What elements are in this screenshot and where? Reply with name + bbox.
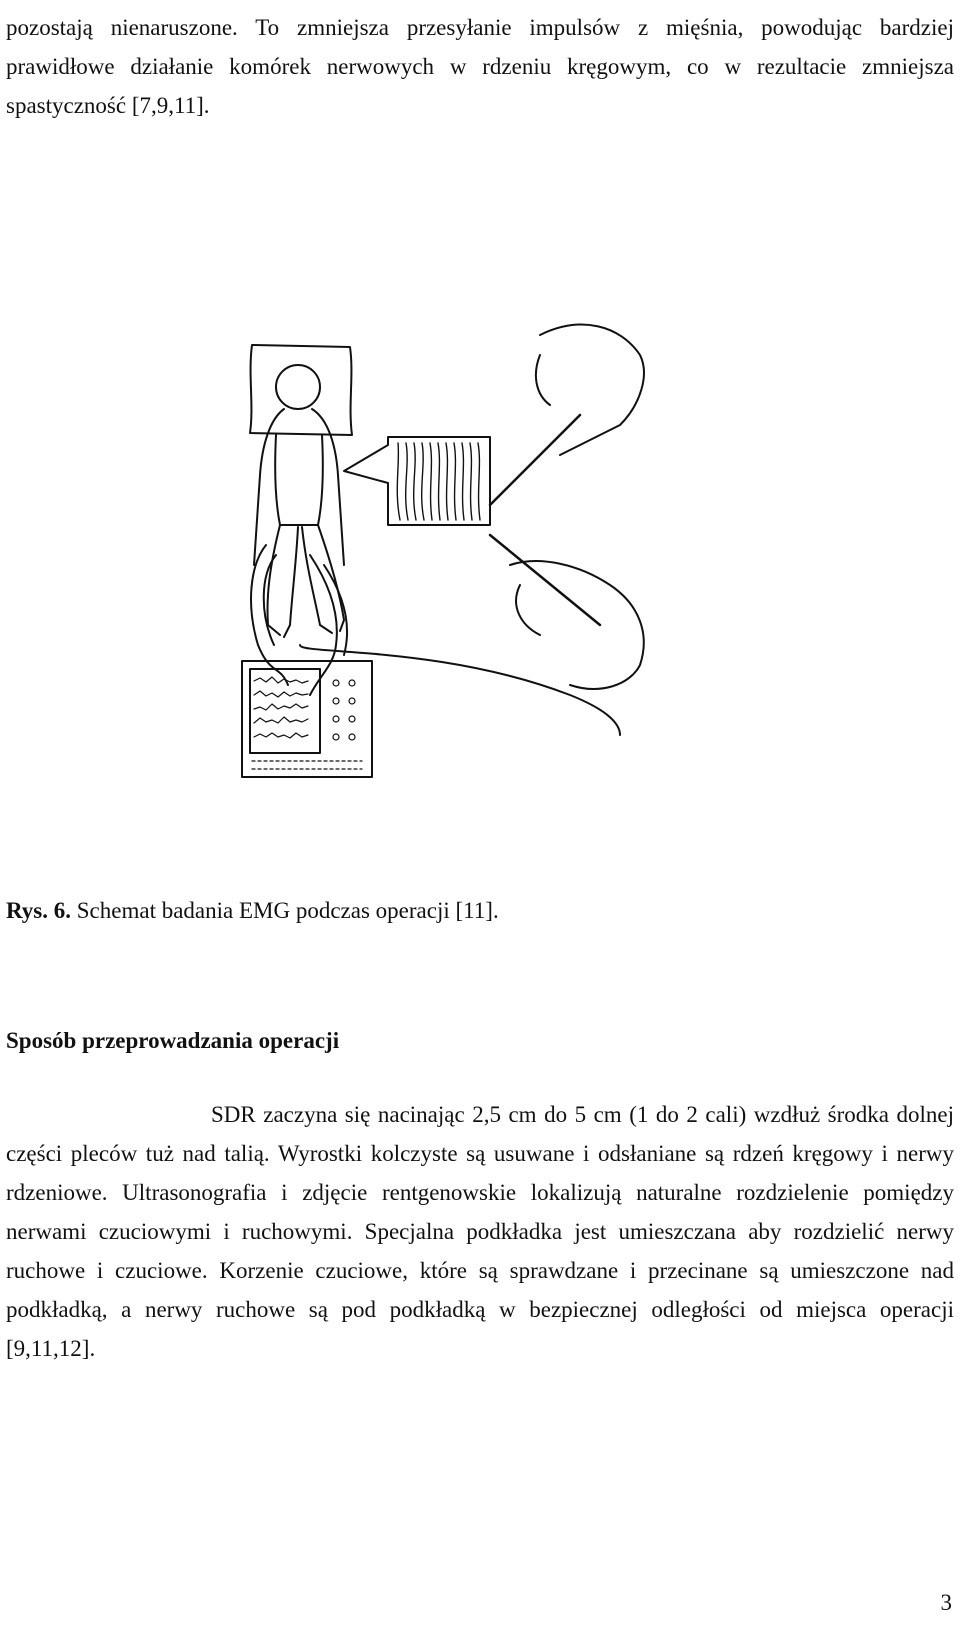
section-body [6,1095,954,1368]
figure-caption-text: Schemat badania EMG podczas operacji [11]. [71,898,499,923]
zoom-callout [344,437,490,525]
intro-paragraph: pozostają nienaruszone. To zmniejsza przesyłanie impulsów z mięśnia, powodując bardziej prawidłowe działanie komórek nerwowych w rdzeniu kręgowym, co w rezultacie zmniejsza spastyczność [7,9,11]. [6,15,954,118]
emg-procedure-illustration [240,315,660,815]
upper-hand [540,325,644,455]
page-number: 3 [940,1590,952,1615]
figure-caption-label: Rys. 6. [6,898,72,923]
lower-hand [510,561,644,689]
figure-caption [6,898,499,924]
lower-probe [490,535,600,625]
emg-screen [250,669,320,753]
child-head [276,365,320,409]
section-body-text: SDR zaczyna się nacinając 2,5 cm do 5 cm (1 do 2 cali) wzdłuż środka dolnej części pleców tuż nad talią. Wyrostki kolczyste są usuwane i odsłaniane są rdzeń kręgowy i nerwy rdzeniowe. Ultrasonografia i zdjęcie rentgenowskie lokalizują naturalne rozdzielenie pomiędzy nerwami czuciowymi i ruchowymi. Specjalna podkładka jest umieszczana aby rozdzielić nerwy ruchowe i czuciowe. Korzenie czuciowe, które są sprawdzane i przecinane są umieszczone nad podkładką, a nerwy ruchowe są pod podkładką w bezpiecznej odległości od miejsca operacji [9,11,12]. [6,1102,954,1361]
section-title: Sposób przeprowadzania operacji [6,1028,340,1053]
pillow-shape [250,345,352,435]
upper-probe [490,415,580,505]
